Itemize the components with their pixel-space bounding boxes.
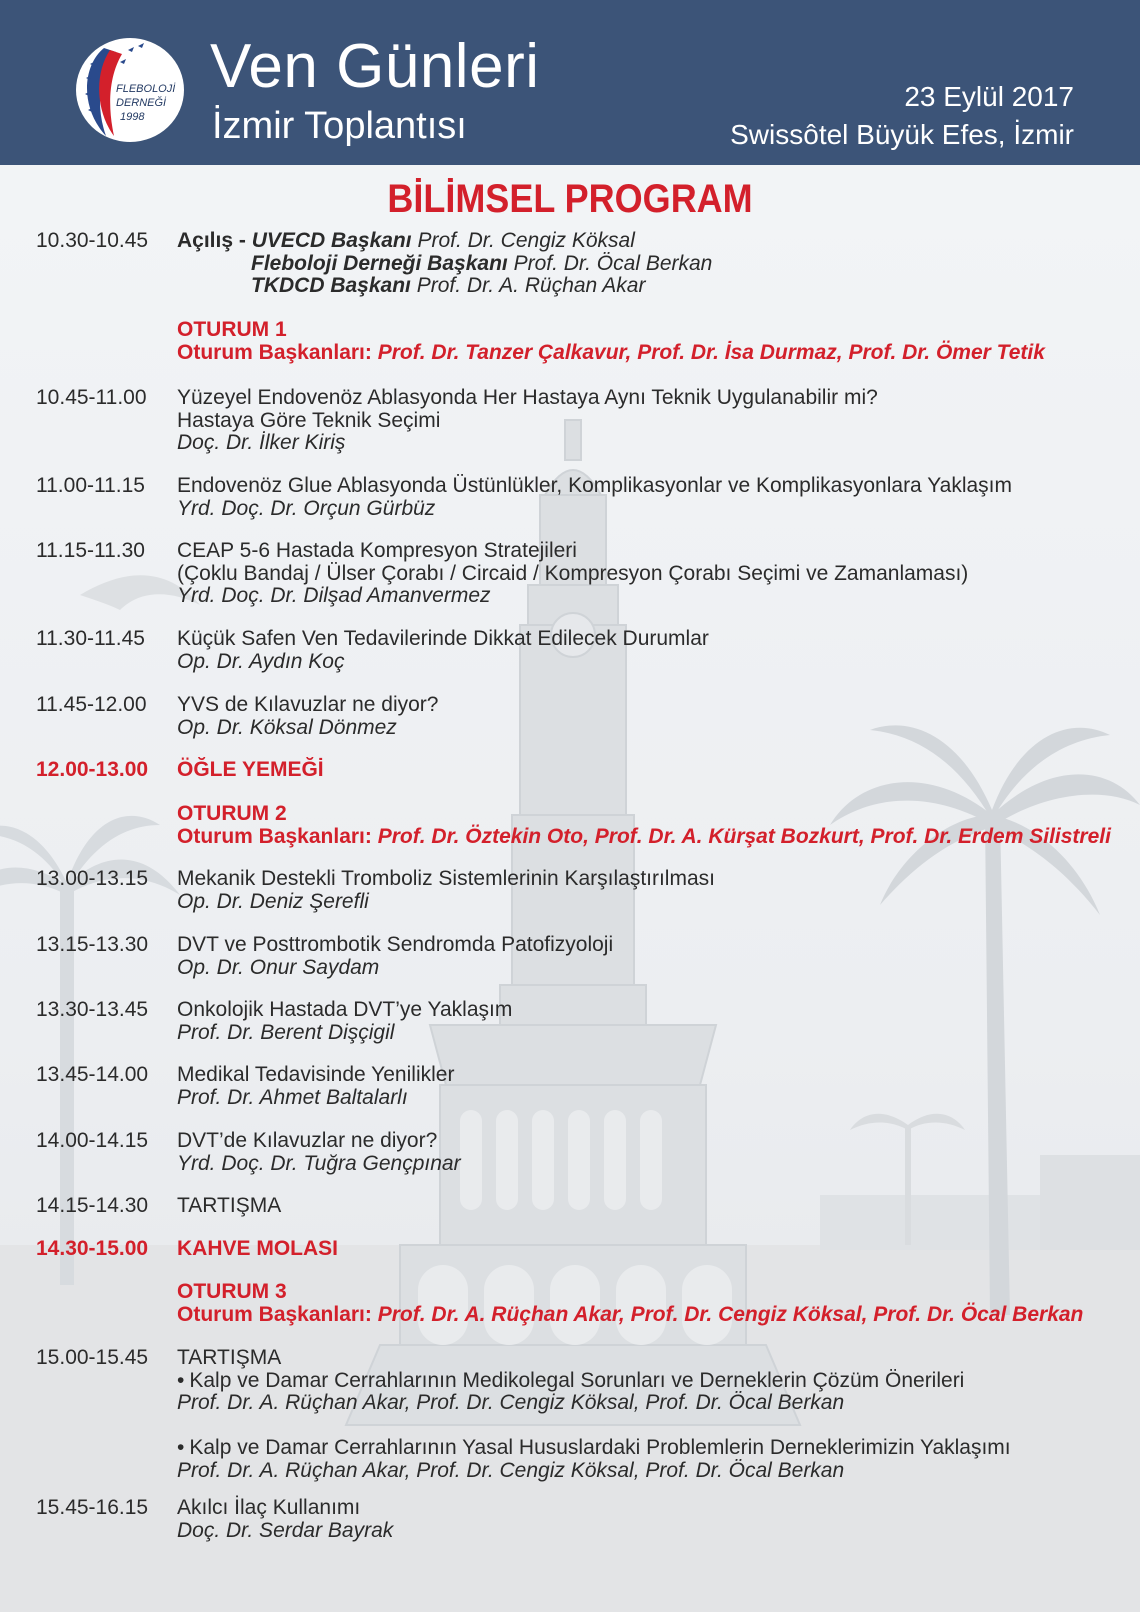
- row-time: 15.00-15.45: [36, 1346, 149, 1369]
- logo-text-year: 1998: [120, 111, 145, 123]
- row-time: 11.15-11.30: [36, 539, 145, 562]
- session-chairs: Prof. Dr. A. Rüçhan Akar, Prof. Dr. Cengiz Köksal, Prof. Dr. Öcal Berkan: [377, 1302, 1084, 1326]
- fleboloji-logo: [76, 38, 184, 142]
- talk-title: Yüzeyel Endovenöz Ablasyonda Her Hastaya Aynı Teknik Uygulanabilir mi?: [177, 386, 878, 409]
- talk-title: Endovenöz Glue Ablasyonda Üstünlükler, Komplikasyonlar ve Komplikasyonlara Yaklaşım: [177, 474, 1012, 497]
- row-time: 11.30-11.45: [36, 627, 145, 650]
- logo-text: [116, 82, 184, 124]
- row-time: 14.00-14.15: [36, 1129, 149, 1152]
- row-time: 11.45-12.00: [36, 693, 147, 716]
- talk-title: Mekanik Destekli Tromboliz Sistemlerinin Karşılaştırılması: [177, 867, 715, 890]
- opening-label: Açılış -: [177, 229, 246, 252]
- event-venue: Swissôtel Büyük Efes, İzmir: [730, 119, 1074, 150]
- scientific-program: [0, 165, 1140, 1612]
- row-time: 15.45-16.15: [36, 1496, 149, 1519]
- row-time: 10.45-11.00: [36, 386, 147, 409]
- session-chairs-label: Oturum Başkanları:: [177, 1302, 372, 1326]
- row-time: 12.00-13.00: [36, 758, 149, 781]
- row-time: 14.30-15.00: [36, 1237, 149, 1260]
- opening-role-3: TKDCD Başkanı: [251, 274, 411, 297]
- opening-person-3: Prof. Dr. A. Rüçhan Akar: [416, 274, 646, 297]
- event-subtitle: İzmir Toplantısı: [212, 105, 467, 147]
- session-title: OTURUM 3: [177, 1280, 287, 1303]
- talk-title: Onkolojik Hastada DVT’ye Yaklaşım: [177, 998, 513, 1021]
- row-content: [177, 230, 1097, 298]
- talk-speaker: Yrd. Doç. Dr. Dilşad Amanvermez: [177, 584, 491, 607]
- row-time: 13.45-14.00: [36, 1063, 149, 1086]
- opening-person-2: Prof. Dr. Öcal Berkan: [513, 251, 713, 275]
- session-chairs: Prof. Dr. Öztekin Oto, Prof. Dr. A. Kürşat Bozkurt, Prof. Dr. Erdem Silistreli: [377, 824, 1111, 848]
- talk-title-cont: (Çoklu Bandaj / Ülser Çorabı / Circaid / Kompresyon Çorabı Seçimi ve Zamanlaması): [177, 561, 969, 585]
- talk-speaker: Op. Dr. Köksal Dönmez: [177, 715, 397, 739]
- talk-title: DVT ve Posttrombotik Sendromda Patofizyoloji: [177, 933, 614, 956]
- break-label: ÖĞLE YEMEĞİ: [177, 758, 324, 781]
- opening-role-2: Fleboloji Derneği Başkanı: [251, 251, 508, 275]
- row-time: 10.30-10.45: [36, 229, 149, 252]
- logo-text-line2: DERNEĞİ: [116, 97, 167, 109]
- talk-speaker: Op. Dr. Aydın Koç: [177, 649, 345, 673]
- talk-speaker: Doç. Dr. Serdar Bayrak: [177, 1518, 394, 1542]
- talk-title: Medikal Tedavisinde Yenilikler: [177, 1063, 455, 1086]
- break-label: KAHVE MOLASI: [177, 1237, 339, 1260]
- row-time: 11.00-11.15: [36, 474, 145, 497]
- panel-label: TARTIŞMA: [177, 1346, 282, 1369]
- row-time: 13.00-13.15: [36, 867, 149, 890]
- session-chairs: Prof. Dr. Tanzer Çalkavur, Prof. Dr. İsa Durmaz, Prof. Dr. Ömer Tetik: [377, 340, 1045, 364]
- session-chairs-label: Oturum Başkanları:: [177, 824, 372, 848]
- talk-speaker: Prof. Dr. Berent Dişçigil: [177, 1020, 395, 1044]
- session-chairs-label: Oturum Başkanları:: [177, 340, 372, 364]
- panel-topic-2: Kalp ve Damar Cerrahlarının Yasal Hususlardaki Problemlerin Derneklerimizin Yaklaşımı: [189, 1436, 1011, 1459]
- session-title: OTURUM 1: [177, 318, 287, 341]
- talk-title-cont: Hastaya Göre Teknik Seçimi: [177, 408, 441, 432]
- row-time: 14.15-14.30: [36, 1194, 149, 1217]
- talk-speaker: Doç. Dr. İlker Kiriş: [177, 431, 346, 454]
- row-time: 13.30-13.45: [36, 998, 149, 1021]
- panel-speakers-1: Prof. Dr. A. Rüçhan Akar, Prof. Dr. Cengiz Köksal, Prof. Dr. Öcal Berkan: [177, 1391, 845, 1414]
- bullet-icon: •: [177, 1368, 185, 1392]
- event-title: Ven Günleri: [210, 32, 540, 101]
- opening-role-1: UVECD Başkanı: [251, 229, 412, 252]
- panel-topic-1: Kalp ve Damar Cerrahlarının Medikolegal Sorunları ve Derneklerin Çözüm Önerileri: [189, 1368, 965, 1392]
- talk-title: YVS de Kılavuzlar ne diyor?: [177, 693, 439, 716]
- talk-speaker: Yrd. Doç. Dr. Orçun Gürbüz: [177, 496, 436, 520]
- talk-speaker: Prof. Dr. Ahmet Baltalarlı: [177, 1085, 408, 1109]
- program-title: BİLİMSEL PROGRAM: [387, 177, 753, 221]
- talk-title: CEAP 5-6 Hastada Kompresyon Stratejileri: [177, 539, 577, 562]
- session-title: OTURUM 2: [177, 802, 287, 825]
- talk-title: TARTIŞMA: [177, 1194, 282, 1217]
- talk-speaker: Op. Dr. Onur Saydam: [177, 955, 380, 979]
- logo-text-line1: FLEBOLOJİ: [116, 83, 176, 95]
- talk-speaker: Yrd. Doç. Dr. Tuğra Gençpınar: [177, 1151, 461, 1175]
- talk-title: Küçük Safen Ven Tedavilerinde Dikkat Edilecek Durumlar: [177, 627, 709, 650]
- talk-title: Akılcı İlaç Kullanımı: [177, 1496, 361, 1519]
- talk-speaker: Op. Dr. Deniz Şerefli: [177, 889, 369, 913]
- event-date: 23 Eylül 2017: [904, 81, 1074, 112]
- panel-speakers-2: Prof. Dr. A. Rüçhan Akar, Prof. Dr. Cengiz Köksal, Prof. Dr. Öcal Berkan: [177, 1458, 845, 1482]
- talk-title: DVT’de Kılavuzlar ne diyor?: [177, 1129, 438, 1152]
- opening-person-1: Prof. Dr. Cengiz Köksal: [417, 229, 635, 252]
- row-time: 13.15-13.30: [36, 933, 149, 956]
- bullet-icon: •: [177, 1436, 185, 1459]
- header-banner: [0, 0, 1140, 165]
